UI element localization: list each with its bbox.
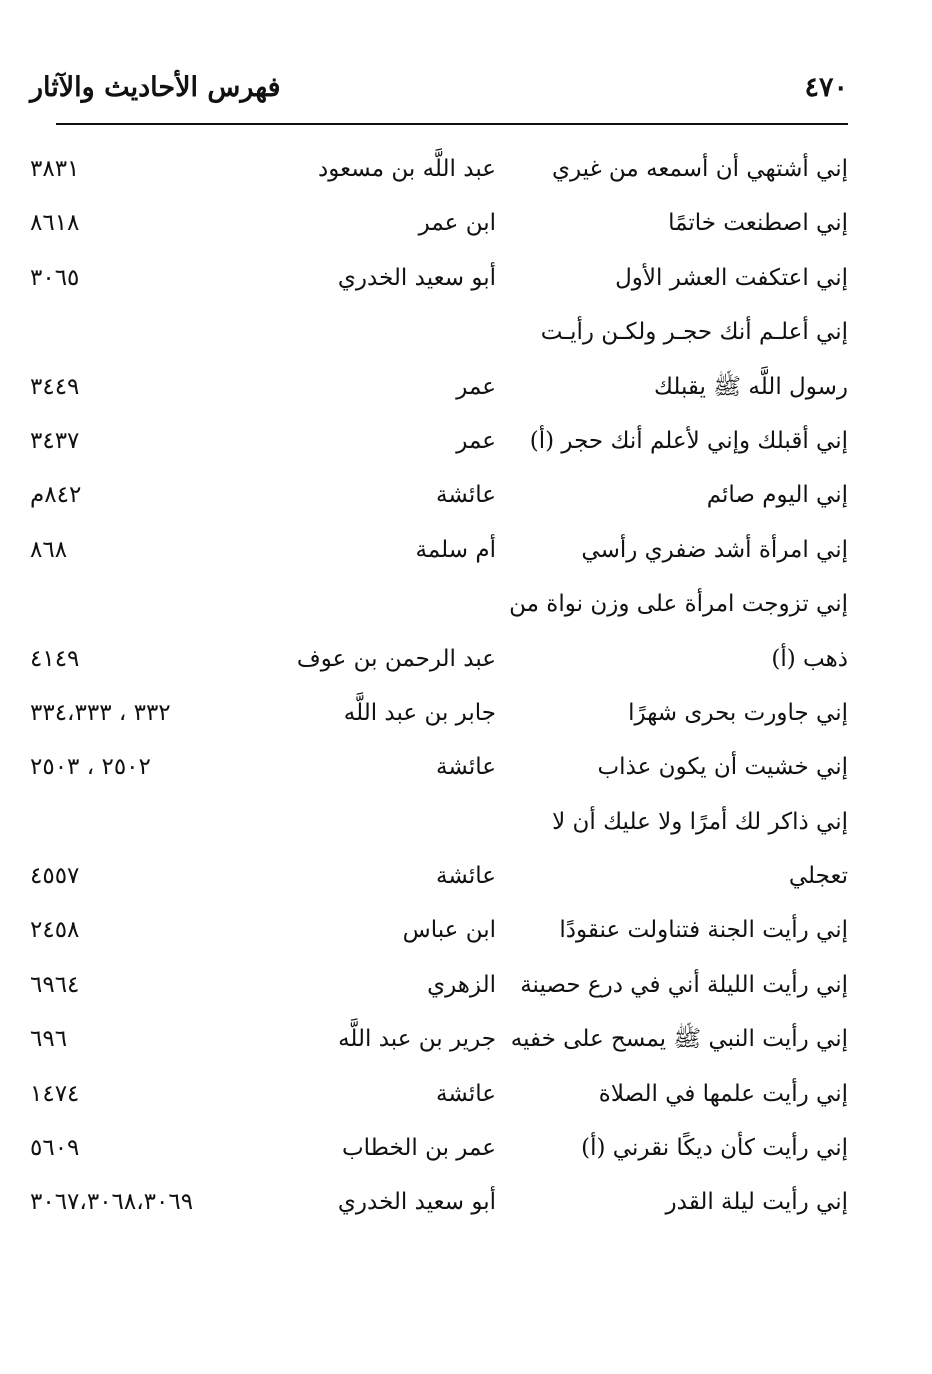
hadith-text: إني اليوم صائم: [706, 482, 848, 509]
index-entry: [30, 1012, 848, 1066]
narrator: جابر بن عبد اللَّه: [343, 699, 496, 726]
reference-numbers: ٦٩٦: [30, 1026, 68, 1053]
narrator: أبو سعيد الخدري: [337, 1189, 496, 1216]
hadith-text: إني تزوجت امرأة على وزن نواة من: [509, 591, 848, 618]
reference-numbers: ٥٦٠٩: [30, 1135, 80, 1162]
hadith-text: إني ذاكر لك أمرًا ولا عليك أن لا: [552, 808, 848, 835]
narrator: جرير بن عبد اللَّه: [338, 1026, 496, 1053]
index-entry: [30, 142, 848, 196]
hadith-text: إني رأيت كأن ديكًا نقرني (أ): [581, 1135, 848, 1162]
index-entry: [30, 414, 848, 468]
hadith-text: تعجلي: [788, 863, 848, 890]
narrator: الزهري: [427, 971, 496, 998]
narrator: عائشة: [436, 863, 496, 890]
reference-numbers: ١٤٧٤: [30, 1080, 80, 1107]
reference-numbers: ٨٦١٨: [30, 210, 80, 237]
reference-numbers: ٣٣٢ ، ٣٣٤،٣٣٣: [30, 699, 171, 726]
narrator: عمر بن الخطاب: [341, 1135, 496, 1162]
hadith-text: إني رأيت ليلة القدر: [665, 1189, 848, 1216]
index-entry: [30, 523, 848, 577]
narrator: ابن عباس: [402, 917, 496, 944]
index-entry: [30, 468, 848, 522]
reference-numbers: ٤١٤٩: [30, 645, 80, 672]
index-entry: [30, 1067, 848, 1121]
reference-numbers: ٨٤٢م: [30, 482, 82, 509]
header-divider: [56, 123, 848, 125]
narrator: عائشة: [436, 1080, 496, 1107]
index-entry: [30, 958, 848, 1012]
page-header: [30, 68, 848, 112]
hadith-text: إني رأيت النبي ﷺ يمسح على خفيه: [510, 1026, 848, 1053]
index-entry: [30, 686, 848, 740]
index-entry: [30, 305, 848, 359]
page-title: فهرس الأحاديث والآثار: [30, 72, 281, 103]
page-number: ٤٧٠: [804, 72, 848, 103]
reference-numbers: ٦٩٦٤: [30, 971, 80, 998]
reference-numbers: ٣٤٣٧: [30, 427, 80, 454]
index-entry: [30, 632, 848, 686]
hadith-text: إني جاورت بحرى شهرًا: [628, 699, 848, 726]
narrator: أبو سعيد الخدري: [337, 264, 496, 291]
reference-numbers: ٤٥٥٧: [30, 863, 80, 890]
narrator: عبد اللَّه بن مسعود: [318, 156, 496, 182]
reference-numbers: ٣٤٤٩: [30, 373, 80, 400]
index-entry: [30, 360, 848, 414]
hadith-text: إني رأيت الجنة فتناولت عنقودًا: [559, 917, 848, 944]
hadith-index-list: [30, 142, 848, 1230]
index-entry: [30, 1175, 848, 1229]
hadith-text: إني رأيت الليلة أني في درع حصينة: [520, 971, 848, 998]
index-entry: [30, 903, 848, 957]
hadith-text: ذهب (أ): [771, 645, 848, 672]
reference-numbers: ٢٥٠٢ ، ٢٥٠٣: [30, 754, 151, 781]
narrator: ابن عمر: [418, 210, 496, 237]
index-entry: [30, 740, 848, 794]
hadith-text: إني اعتكفت العشر الأول: [615, 264, 848, 291]
narrator: عمر: [456, 427, 496, 454]
hadith-text: إني أشتهي أن أسمعه من غيري: [551, 156, 848, 182]
reference-numbers: ٣٠٦٥: [30, 264, 80, 291]
index-entry: [30, 577, 848, 631]
index-entry: [30, 1121, 848, 1175]
hadith-text: إني اصطنعت خاتمًا: [668, 210, 848, 237]
index-entry: [30, 795, 848, 849]
reference-numbers: ٢٤٥٨: [30, 917, 80, 944]
hadith-text: إني أقبلك وإني لأعلم أنك حجر (أ): [529, 427, 848, 454]
hadith-text: رسول اللَّه ﷺ يقبلك: [653, 373, 848, 400]
reference-numbers: ٣٠٦٧،٣٠٦٨،٣٠٦٩: [30, 1189, 194, 1216]
hadith-text: إني امرأة أشد ضفري رأسي: [581, 536, 848, 563]
narrator: أم سلمة: [415, 536, 496, 563]
narrator: عبد الرحمن بن عوف: [296, 645, 496, 672]
narrator: عمر: [456, 373, 496, 400]
hadith-text: إني رأيت علمها في الصلاة: [598, 1080, 848, 1107]
reference-numbers: ٣٨٣١: [30, 156, 80, 182]
narrator: عائشة: [436, 754, 496, 781]
index-entry: [30, 849, 848, 903]
index-entry: [30, 196, 848, 250]
hadith-text: إني أعلـم أنك حجـر ولكـن رأيـت: [540, 319, 848, 346]
hadith-text: إني خشيت أن يكون عذاب: [597, 754, 848, 781]
narrator: عائشة: [436, 482, 496, 509]
index-entry: [30, 251, 848, 305]
reference-numbers: ٨٦٨: [30, 536, 68, 563]
